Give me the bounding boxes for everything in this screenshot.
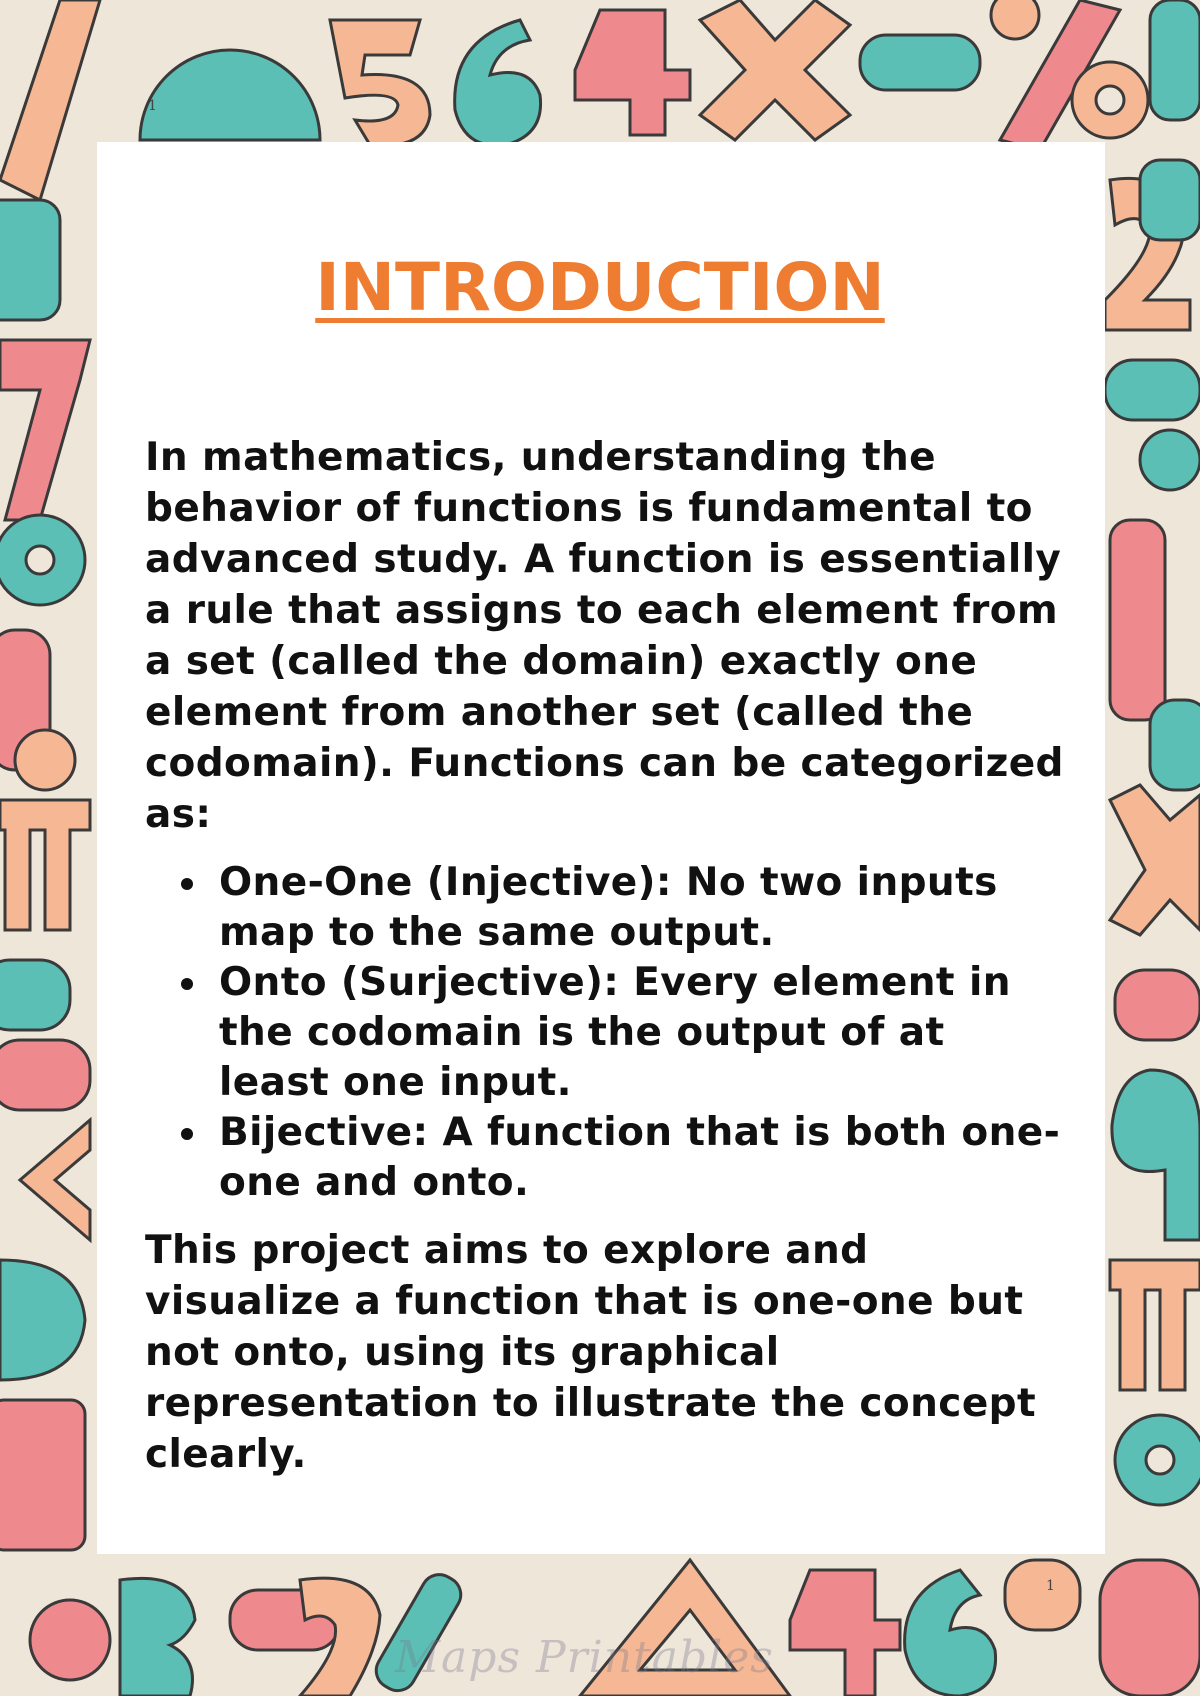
page-title: INTRODUCTION xyxy=(315,249,885,326)
list-item xyxy=(145,1108,1065,1208)
bullet-icon xyxy=(181,978,193,990)
page-number: 1 xyxy=(1046,1578,1055,1594)
conclusion-paragraph: This project aims to explore and visualize a function that is one-one but not onto, using its graphical representation to illustrate the concept clearly. xyxy=(145,1228,1037,1477)
bullet-icon xyxy=(181,1128,193,1140)
watermark: Maps Printables xyxy=(395,1632,774,1683)
list-item xyxy=(145,858,1065,958)
page-number: 1 xyxy=(148,98,157,114)
list-item-text: Bijective: A function that is both one-one and onto. xyxy=(219,1110,1061,1205)
bullet-icon xyxy=(181,878,193,890)
number-3-icon xyxy=(120,1578,195,1696)
minus-block-icon xyxy=(860,35,980,90)
calculator-icon xyxy=(0,1400,85,1550)
list-item-text: One-One (Injective): No two inputs map to the same output. xyxy=(219,860,998,955)
function-categories-list xyxy=(145,858,1065,1208)
ruler-vertical-icon xyxy=(1110,520,1165,720)
list-item-text: Onto (Surjective): Every element in the codomain is the output of at least one input. xyxy=(219,960,1011,1105)
intro-paragraph: In mathematics, understanding the behavior of functions is fundamental to advanced study. A function is essentially a rule that assigns to each element from a set (called the domain) exactly one element from another set (called the codomain). Functions can be categorized as: xyxy=(145,435,1064,837)
list-item xyxy=(145,958,1065,1108)
